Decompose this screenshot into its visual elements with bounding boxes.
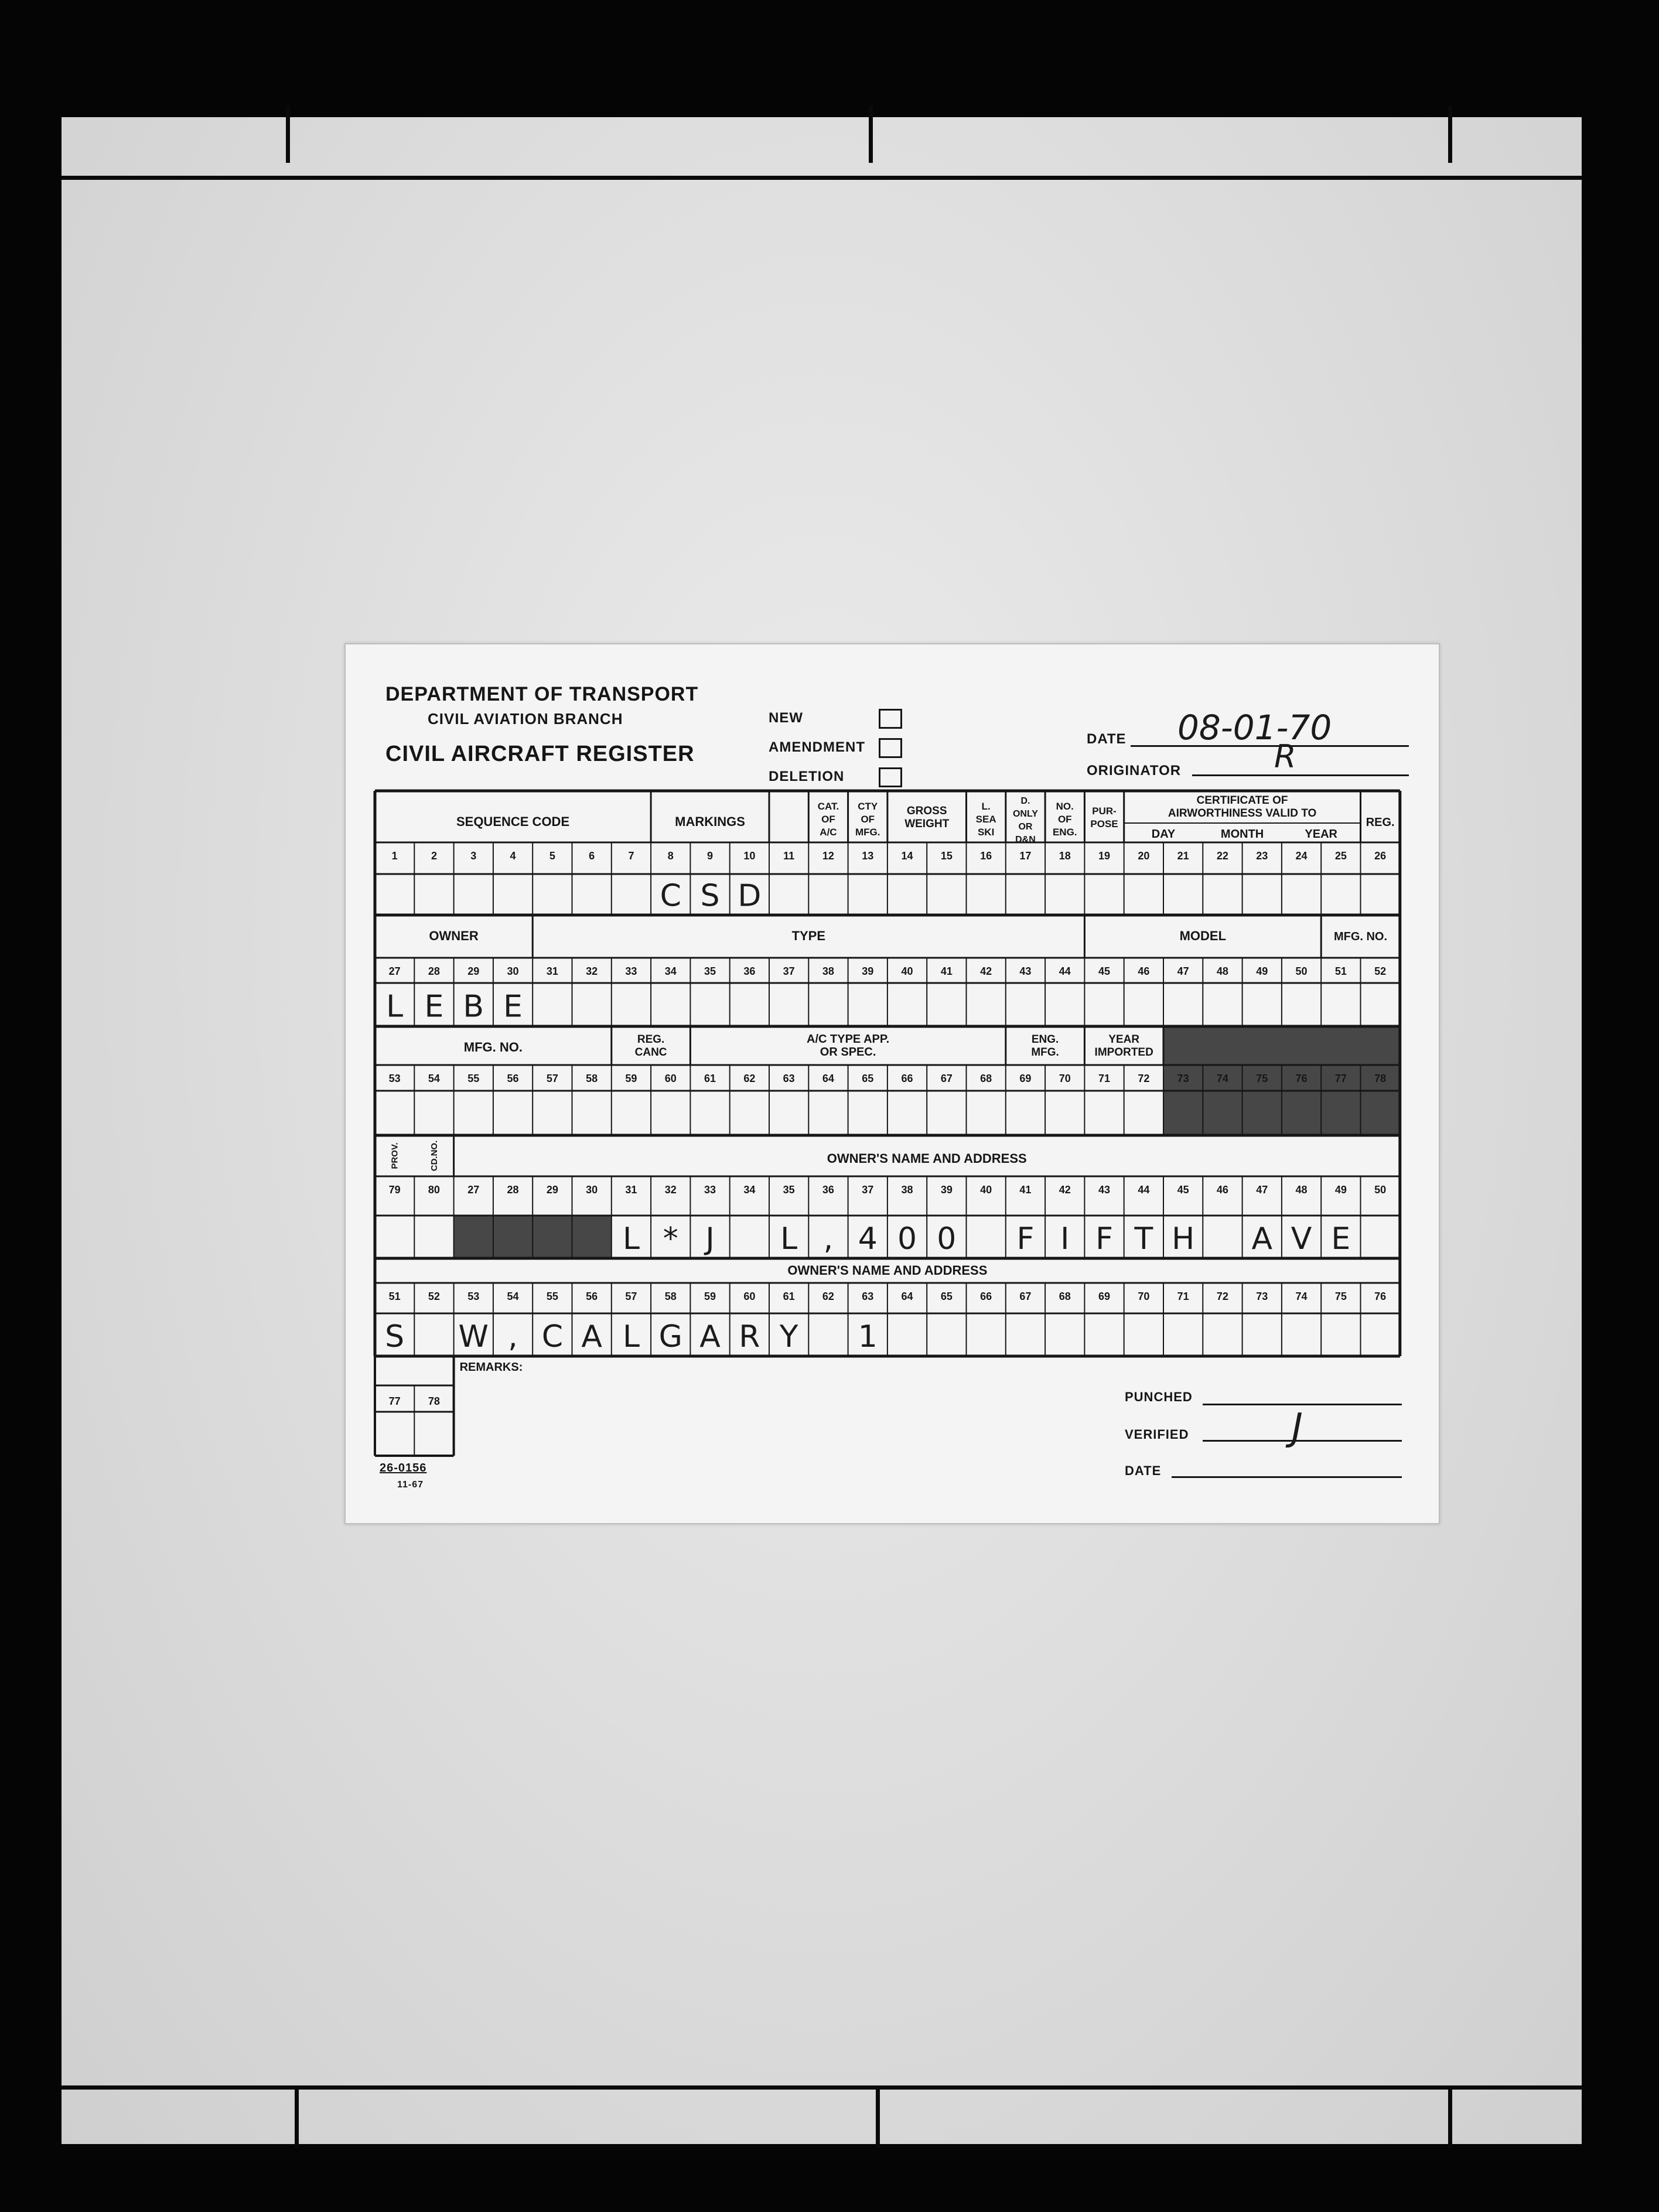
column-number: 3 — [470, 850, 477, 862]
owner-address-entry: R — [739, 1319, 760, 1354]
column-number: 2 — [431, 850, 437, 862]
column-number: 31 — [625, 1184, 637, 1196]
owner-address-entry: A — [581, 1319, 602, 1354]
column-number: 32 — [586, 965, 598, 977]
column-number: 28 — [428, 965, 440, 977]
column-number: 64 — [822, 1073, 834, 1084]
column-number: 63 — [783, 1073, 795, 1084]
column-number: 35 — [704, 965, 716, 977]
column-number: 47 — [1177, 965, 1189, 977]
mfg-no-header: MFG. NO. — [1333, 930, 1388, 943]
column-number: 55 — [546, 1291, 558, 1302]
column-number: 67 — [1019, 1291, 1032, 1302]
reg-header: REG. — [1366, 816, 1395, 829]
originator-label: ORIGINATOR — [1087, 763, 1182, 779]
cty-of-mfg-header: OF — [861, 814, 875, 825]
remarks-column-number: 78 — [428, 1395, 440, 1407]
column-number: 43 — [1098, 1184, 1111, 1196]
column-number: 29 — [467, 965, 480, 977]
cat-of-ac-header: CAT. — [817, 801, 839, 812]
column-number: 36 — [743, 965, 756, 977]
column-number: 46 — [1138, 965, 1150, 977]
date-value: 08-01-70 — [1177, 708, 1332, 747]
column-number: 48 — [1216, 965, 1228, 977]
column-number: 39 — [940, 1184, 953, 1196]
column-number: 12 — [822, 850, 834, 862]
column-number: 57 — [546, 1073, 558, 1084]
frame-divider — [286, 105, 290, 163]
column-number: 24 — [1295, 850, 1308, 862]
column-number: 36 — [822, 1184, 834, 1196]
owner-name-entry: 0 — [897, 1221, 917, 1257]
column-number: 57 — [625, 1291, 637, 1302]
column-number: 66 — [980, 1291, 992, 1302]
frame-divider — [295, 2090, 299, 2148]
column-number: 59 — [704, 1291, 716, 1302]
cat-of-ac-header: A/C — [820, 827, 837, 838]
deletion-label: DELETION — [769, 769, 845, 784]
owner-name-entry: * — [663, 1221, 678, 1257]
sequence-code-header: SEQUENCE CODE — [456, 814, 570, 829]
column-number: 33 — [704, 1184, 716, 1196]
type-approval-header: A/C TYPE APP. — [807, 1033, 890, 1046]
amendment-label: AMENDMENT — [769, 739, 865, 755]
column-number: 69 — [1098, 1291, 1111, 1302]
column-number: 74 — [1216, 1073, 1228, 1084]
column-number: 53 — [467, 1291, 480, 1302]
column-number: 40 — [980, 1184, 992, 1196]
day-night-header: ONLY — [1012, 809, 1038, 819]
owner-address-entry: Y — [779, 1319, 798, 1354]
owner-name-entry: I — [1060, 1221, 1070, 1257]
year-imported-header: IMPORTED — [1094, 1046, 1153, 1059]
day-header: DAY — [1151, 828, 1176, 841]
owner-entry: E — [424, 989, 444, 1025]
owner-header: OWNER — [429, 929, 479, 943]
column-number: 43 — [1019, 965, 1032, 977]
owner-address-entry: L — [622, 1319, 640, 1354]
column-number: 70 — [1138, 1291, 1150, 1302]
remarks-label: REMARKS: — [459, 1361, 523, 1374]
column-number: 78 — [1374, 1073, 1387, 1084]
column-number: 47 — [1256, 1184, 1268, 1196]
column-number: 55 — [467, 1073, 480, 1084]
column-number: 48 — [1295, 1184, 1308, 1196]
owner-address-entry: 1 — [858, 1319, 878, 1354]
owner-name-entry: A — [1251, 1221, 1273, 1257]
column-number: 37 — [783, 965, 795, 977]
column-number: 54 — [428, 1073, 440, 1084]
column-number: 68 — [980, 1073, 992, 1084]
column-number: 49 — [1334, 1184, 1347, 1196]
column-number: 49 — [1256, 965, 1268, 977]
column-number: 76 — [1295, 1073, 1308, 1084]
cty-of-mfg-header: MFG. — [855, 827, 880, 838]
owner-name-entry: H — [1172, 1221, 1195, 1257]
no-of-eng-header: OF — [1057, 814, 1072, 825]
prov-label: PROV. — [390, 1142, 400, 1169]
column-number: 5 — [549, 850, 555, 862]
column-number: 31 — [546, 965, 558, 977]
column-number: 71 — [1098, 1073, 1111, 1084]
originator-value: R — [1274, 738, 1296, 775]
column-number: 69 — [1019, 1073, 1032, 1084]
column-number: 53 — [388, 1073, 401, 1084]
column-number: 64 — [901, 1291, 913, 1302]
markings-entry: D — [738, 878, 762, 914]
no-of-eng-header: NO. — [1056, 801, 1074, 812]
column-number: 50 — [1374, 1184, 1387, 1196]
gross-weight-header: WEIGHT — [904, 818, 950, 830]
owners-name-address-header: OWNER'S NAME AND ADDRESS — [827, 1151, 1027, 1166]
column-number: 80 — [428, 1184, 440, 1196]
column-number: 23 — [1256, 850, 1268, 862]
column-number: 62 — [822, 1291, 834, 1302]
column-number: 60 — [664, 1073, 677, 1084]
day-night-header: D&N — [1015, 835, 1036, 845]
column-number: 8 — [667, 850, 674, 862]
column-number: 30 — [507, 965, 519, 977]
verified-label: VERIFIED — [1125, 1427, 1189, 1442]
column-number: 67 — [940, 1073, 953, 1084]
column-number: 46 — [1216, 1184, 1228, 1196]
column-number: 7 — [628, 850, 634, 862]
owner-name-entry: E — [1331, 1221, 1351, 1257]
owner-address-entry: S — [385, 1319, 405, 1354]
column-number: 17 — [1019, 850, 1032, 862]
owner-entry: L — [386, 989, 404, 1025]
column-number: 42 — [980, 965, 992, 977]
certificate-header: AIRWORTHINESS VALID TO — [1168, 807, 1317, 820]
certificate-header: CERTIFICATE OF — [1196, 794, 1288, 807]
column-number: 27 — [467, 1184, 480, 1196]
column-number: 56 — [507, 1073, 519, 1084]
owner-name-entry: 0 — [937, 1221, 957, 1257]
column-number: 66 — [901, 1073, 913, 1084]
column-number: 30 — [586, 1184, 598, 1196]
column-number: 73 — [1177, 1073, 1189, 1084]
column-number: 38 — [901, 1184, 913, 1196]
markings-entry: C — [660, 878, 681, 914]
column-number: 58 — [586, 1073, 598, 1084]
model-header: MODEL — [1179, 929, 1227, 943]
column-number: 29 — [546, 1184, 558, 1196]
purpose-header: PUR- — [1092, 805, 1117, 817]
day-night-header: D. — [1020, 796, 1030, 806]
column-number: 65 — [862, 1073, 874, 1084]
column-number: 74 — [1295, 1291, 1308, 1302]
column-number: 62 — [743, 1073, 756, 1084]
owner-name-entry: V — [1291, 1221, 1312, 1257]
department-heading: DEPARTMENT OF TRANSPORT — [385, 683, 699, 705]
type-header: TYPE — [791, 929, 826, 943]
owner-name-entry: F — [1095, 1221, 1114, 1257]
punched-label: PUNCHED — [1125, 1390, 1193, 1404]
column-number: 16 — [980, 850, 992, 862]
column-number: 72 — [1216, 1291, 1228, 1302]
frame-divider — [1448, 105, 1452, 163]
column-number: 28 — [507, 1184, 519, 1196]
reg-canc-header: CANC — [634, 1046, 667, 1059]
column-number: 37 — [862, 1184, 874, 1196]
column-number: 45 — [1177, 1184, 1189, 1196]
verified-initial: J — [1292, 1406, 1303, 1449]
column-number: 13 — [862, 850, 874, 862]
year-imported-header: YEAR — [1108, 1033, 1140, 1046]
column-number: 44 — [1059, 965, 1071, 977]
owner-name-entry: L — [622, 1221, 640, 1257]
footer-date-label: DATE — [1125, 1463, 1162, 1478]
branch-heading: CIVIL AVIATION BRANCH — [428, 710, 623, 728]
register-grid — [346, 644, 1439, 1523]
column-number: 10 — [743, 850, 756, 862]
column-number: 52 — [428, 1291, 440, 1302]
owner-address-entry: G — [658, 1319, 682, 1354]
column-number: 32 — [664, 1184, 677, 1196]
markings-entry: S — [700, 878, 720, 914]
column-number: 25 — [1334, 850, 1347, 862]
frame-divider — [1448, 2090, 1452, 2148]
column-number: 72 — [1138, 1073, 1150, 1084]
owner-name-entry: 4 — [858, 1221, 878, 1257]
aircraft-register-card — [344, 643, 1440, 1524]
owner-address-entry: C — [541, 1319, 564, 1354]
column-number: 14 — [901, 850, 913, 862]
column-number: 52 — [1374, 965, 1387, 977]
sea-ski-header: L. — [981, 801, 991, 812]
column-number: 73 — [1256, 1291, 1268, 1302]
column-number: 75 — [1256, 1073, 1268, 1084]
column-number: 63 — [862, 1291, 874, 1302]
column-number: 1 — [391, 850, 398, 862]
eng-mfg-header: MFG. — [1031, 1046, 1059, 1059]
owner-entry: B — [463, 989, 484, 1025]
form-title: CIVIL AIRCRAFT REGISTER — [385, 742, 695, 766]
sea-ski-header: SKI — [977, 827, 995, 838]
column-number: 75 — [1334, 1291, 1347, 1302]
column-number: 15 — [940, 850, 953, 862]
column-number: 40 — [901, 965, 913, 977]
date-label: DATE — [1087, 731, 1127, 747]
column-number: 56 — [586, 1291, 598, 1302]
cd-no-label: CD.NO. — [429, 1140, 439, 1172]
form-revision: 11-67 — [397, 1480, 424, 1490]
frame-rule-bottom — [62, 2085, 1582, 2090]
owners-name-address-header: OWNER'S NAME AND ADDRESS — [787, 1263, 988, 1278]
column-number: 61 — [704, 1073, 716, 1084]
owner-name-entry: F — [1016, 1221, 1035, 1257]
column-number: 33 — [625, 965, 637, 977]
eng-mfg-header: ENG. — [1031, 1033, 1059, 1046]
purpose-header: POSE — [1090, 818, 1118, 830]
column-number: 51 — [388, 1291, 401, 1302]
new-label: NEW — [769, 710, 803, 726]
gross-weight-header: GROSS — [906, 805, 947, 817]
column-number: 71 — [1177, 1291, 1189, 1302]
column-number: 51 — [1334, 965, 1347, 977]
column-number: 39 — [862, 965, 874, 977]
form-number: 26-0156 — [380, 1462, 427, 1474]
column-number: 65 — [940, 1291, 953, 1302]
column-number: 45 — [1098, 965, 1111, 977]
owner-address-entry: , — [508, 1319, 518, 1354]
column-number: 35 — [783, 1184, 795, 1196]
column-number: 50 — [1295, 965, 1308, 977]
sea-ski-header: SEA — [975, 814, 996, 825]
column-number: 27 — [388, 965, 401, 977]
column-number: 22 — [1216, 850, 1228, 862]
column-number: 19 — [1098, 850, 1111, 862]
column-number: 70 — [1059, 1073, 1071, 1084]
column-number: 59 — [625, 1073, 637, 1084]
column-number: 76 — [1374, 1291, 1387, 1302]
column-number: 11 — [783, 850, 795, 862]
column-number: 20 — [1138, 850, 1150, 862]
column-number: 79 — [388, 1184, 401, 1196]
year-header: YEAR — [1305, 828, 1337, 841]
column-number: 42 — [1059, 1184, 1071, 1196]
cty-of-mfg-header: CTY — [858, 801, 878, 812]
mfg-no-header: MFG. NO. — [463, 1040, 523, 1054]
remarks-column-number: 77 — [388, 1395, 401, 1407]
type-approval-header: OR SPEC. — [820, 1046, 876, 1059]
column-number: 54 — [507, 1291, 519, 1302]
markings-header: MARKINGS — [675, 814, 745, 829]
column-number: 60 — [743, 1291, 756, 1302]
owner-name-entry: J — [705, 1221, 715, 1257]
column-number: 4 — [510, 850, 516, 862]
month-header: MONTH — [1220, 828, 1264, 841]
owner-name-entry: , — [823, 1221, 834, 1257]
owner-address-entry: A — [699, 1319, 721, 1354]
column-number: 34 — [664, 965, 677, 977]
column-number: 58 — [664, 1291, 677, 1302]
column-number: 18 — [1059, 850, 1071, 862]
column-number: 38 — [822, 965, 834, 977]
column-number: 6 — [589, 850, 595, 862]
column-number: 26 — [1374, 850, 1387, 862]
frame-divider — [876, 2090, 880, 2148]
column-number: 68 — [1059, 1291, 1071, 1302]
owner-name-entry: T — [1134, 1221, 1153, 1257]
column-number: 61 — [783, 1291, 795, 1302]
owner-address-entry: W — [458, 1319, 489, 1354]
column-number: 9 — [707, 850, 714, 862]
column-number: 21 — [1177, 850, 1189, 862]
no-of-eng-header: ENG. — [1052, 827, 1077, 838]
column-number: 77 — [1334, 1073, 1347, 1084]
day-night-header: OR — [1018, 822, 1033, 832]
frame-rule-top — [62, 176, 1582, 180]
column-number: 44 — [1138, 1184, 1150, 1196]
owner-entry: E — [503, 989, 523, 1025]
column-number: 34 — [743, 1184, 756, 1196]
cat-of-ac-header: OF — [821, 814, 835, 825]
column-number: 41 — [1019, 1184, 1032, 1196]
frame-divider — [869, 105, 873, 163]
owner-name-entry: L — [780, 1221, 798, 1257]
column-number: 41 — [940, 965, 953, 977]
reg-canc-header: REG. — [637, 1033, 665, 1046]
